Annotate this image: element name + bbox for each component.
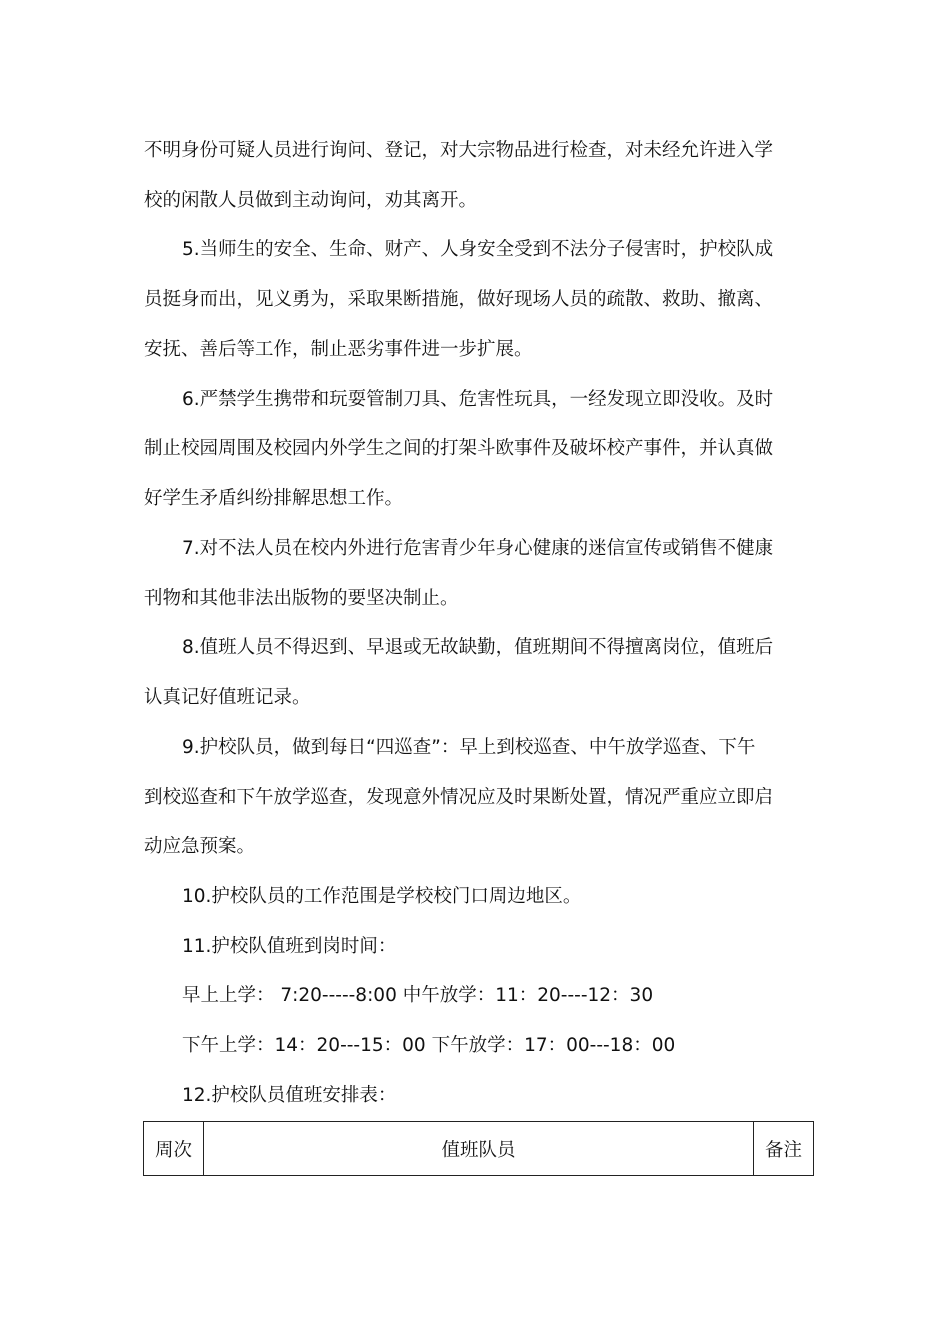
paragraph-line: 认真记好值班记录。 [144,687,311,708]
paragraph-line: 校的闲散人员做到主动询问，劝其离开。 [144,190,478,211]
schedule-line: 早上上学： 7:20-----8:00 中午放学：11：20----12：30 [182,985,654,1006]
table-header-row [144,1122,814,1176]
paragraph-line: 好学生矛盾纠纷排解思想工作。 [144,488,404,509]
paragraph-line: 不明身份可疑人员进行询问、登记，对大宗物品进行检查，对未经允许进入学 [144,140,774,161]
duty-roster-table [143,1121,814,1176]
paragraph-line: 刊物和其他非法出版物的要坚决制止。 [144,588,459,609]
paragraph-line: 制止校园周围及校园内外学生之间的打架斗欧事件及破坏校产事件，并认真做 [144,438,774,459]
paragraph-line: 8.值班人员不得迟到、早退或无故缺勤，值班期间不得擅离岗位，值班后 [182,637,774,658]
header-remarks: 备注 [754,1122,814,1176]
paragraph-line: 12.护校队员值班安排表： [182,1085,397,1106]
paragraph-line: 9.护校队员，做到每日“四巡查”：早上到校巡查、中午放学巡查、下午 [182,737,756,758]
paragraph-line: 11.护校队值班到岗时间： [182,936,397,957]
paragraph-line: 6.严禁学生携带和玩耍管制刀具、危害性玩具，一经发现立即没收。及时 [182,389,774,410]
paragraph-line: 到校巡查和下午放学巡查，发现意外情况应及时果断处置，情况严重应立即启 [144,787,774,808]
paragraph-line: 员挺身而出，见义勇为，采取果断措施，做好现场人员的疏散、救助、撤离、 [144,289,774,310]
header-week: 周次 [144,1122,204,1176]
header-duty-members: 值班队员 [204,1122,754,1176]
paragraph-line: 动应急预案。 [144,836,256,857]
paragraph-line: 5.当师生的安全、生命、财产、人身安全受到不法分子侵害时，护校队成 [182,239,774,260]
schedule-line: 下午上学：14：20---15：00 下午放学：17：00---18：00 [182,1035,676,1056]
paragraph-line: 安抚、善后等工作，制止恶劣事件进一步扩展。 [144,339,533,360]
paragraph-line: 7.对不法人员在校内外进行危害青少年身心健康的迷信宣传或销售不健康 [182,538,774,559]
paragraph-line: 10.护校队员的工作范围是学校校门口周边地区。 [182,886,582,907]
